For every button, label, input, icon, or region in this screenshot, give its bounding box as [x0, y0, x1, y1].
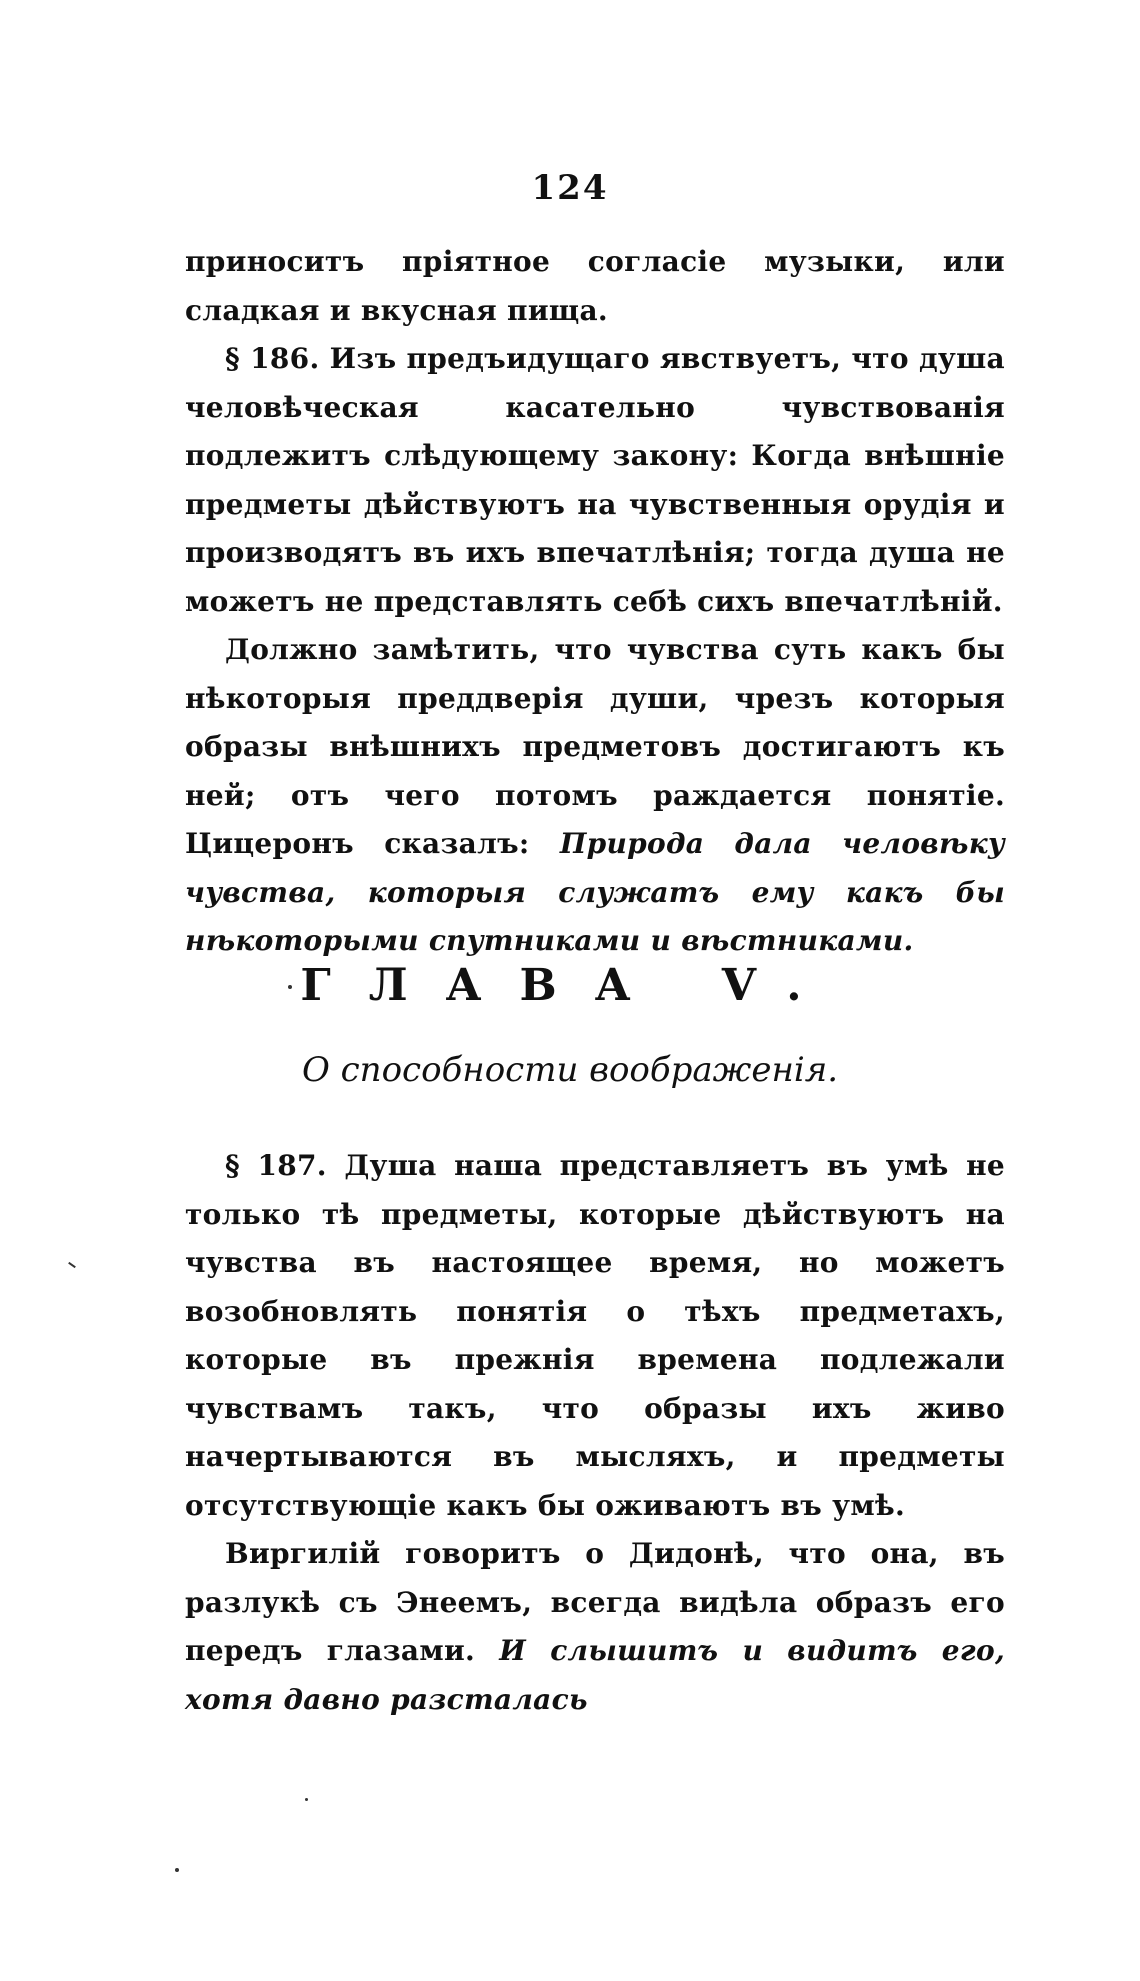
paragraph-virgil-text: Виргилій говоритъ о Дидонѣ, что она, въ разлукѣ съ Энеемъ, всегда видѣла образъ его передъ глазами.: [185, 1537, 1005, 1667]
virgil-quote: И слышитъ и видитъ его, хотя давно разсталась: [185, 1634, 1005, 1716]
ink-speck: [175, 1868, 179, 1872]
paragraph-cicero-text: Должно замѣтить, что чувства суть какъ бы нѣкоторыя преддверія души, чрезъ которыя образы внѣшнихъ предметовъ достигаютъ къ ней; отъ чего потомъ раждается понятіе. Цицеронъ сказалъ:: [185, 633, 1005, 860]
paragraph-continuation: приноситъ пріятное согласіе музыки, или сладкая и вкусная пища.: [185, 245, 1005, 327]
text-block-lower: [185, 1142, 1005, 1724]
ink-speck: [68, 1262, 76, 1268]
ink-speck: [288, 985, 292, 989]
text-block-upper: [185, 238, 1005, 966]
ink-speck: [305, 1798, 308, 1801]
chapter-title: ГЛАВА V.: [300, 960, 840, 1011]
page-number: 124: [531, 168, 609, 208]
cicero-quote: Природа дала человѣку чувства, которыя служатъ ему какъ бы нѣкоторыми спутниками и вѣстниками.: [185, 827, 1005, 957]
paragraph-cicero: [185, 626, 1005, 966]
paragraph-187: § 187. Душа наша представляетъ въ умѣ не только тѣ предметы, которые дѣйствуютъ на чувства въ настоящее время, но можетъ возобновлять понятія о тѣхъ предметахъ, которые въ прежнія времена подлежали чувствамъ такъ, что образы ихъ живо начертываются въ мысляхъ, и предметы отсутствующіе какъ бы оживаютъ въ умѣ.: [185, 1149, 1005, 1522]
paragraph-186: § 186. Изъ предъидущаго явствуетъ, что душа человѣческая касательно чувствованія подлежитъ слѣдующему закону: Когда внѣшніе предметы дѣйствуютъ на чувственныя орудія и производятъ въ ихъ впечатлѣнія; тогда душа не можетъ не представлять себѣ сихъ впечатлѣній.: [185, 342, 1005, 618]
paragraph-virgil: [185, 1530, 1005, 1724]
chapter-subtitle: О способности воображенія.: [301, 1050, 839, 1090]
